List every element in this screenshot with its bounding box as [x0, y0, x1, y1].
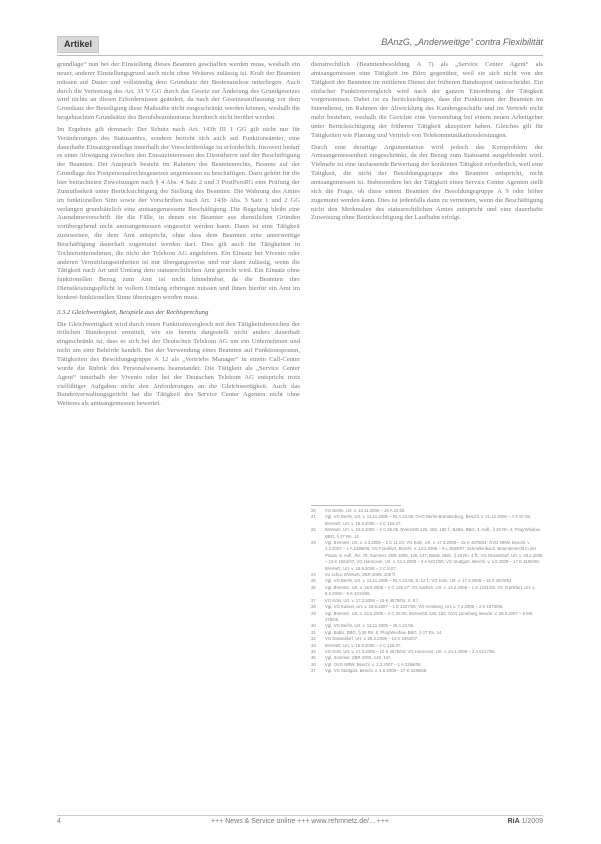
footnote: 37 Vgl. VG Stuttgart, Beschl. v. 4.9.2008 – 17 K 3196/08. — [311, 668, 428, 674]
paragraph: grundlage“ nun bei der Einstellung dieses Beamten geschaffen werden muss, weshalb ein neuer, anderer Einstellungsgrund auch nicht ohne Weiteres zulässig ist. Kraft der Beamten müssen auf Dauer und vollständig dem Grundsatz der Bestenauslese unterliegen. Auch durch die Vertretung des Art. 33 V GG durch das Gesetz zur Änderung des Grundgesetzes wird nichts an diesen Erfordernissen geändert, da nach der Gesetzesauffassung vor dem Grundsatz der Beteiligung diese Maßstäbe nicht eingeschränkt werden können, weshalb die hergebrachten Grundsätze des Berufsbeamtentums hierdurch nicht berührt werden. — [57, 61, 300, 122]
footnote: 32 VG Düsseldorf, Urt. v. 28.2.2008 – 13 K 1564/07. — [311, 636, 419, 642]
footnote: 21 Vgl. VG Berlin, Urt. v. 13.11.2006 – 26 A 23.05; OVG Berlin-Brandenburg, Beschl. v. 21.12.2006 – 4 S 97.06; BVerwG, Urt. v. 18.9.2008 – 2 C 126.07. — [311, 514, 532, 526]
page-number: 4 — [57, 818, 61, 825]
footnote: 36 Vgl. OVG NRW, Beschl. v. 2.2.2007 – 1 A 2286/06. — [311, 661, 422, 667]
paragraph: Im Ergebnis gilt demnach: Der Schutz nach Art. 143b III 1 GG gilt nicht nur für Veränderungen des Statusamtes, sondern bezieht sich auch auf Funktionsämter, eine dauerhafte Einsatzgrundlage innerhalb der Vorschriftenlage ist erforderlich. Insoweit bedarf es einer Abwägung zwischen den Einsatzinteressen des Dienstherrn und der Beschäftigung der Beamten. Der Anspruch besteht im Rahmen des Beamtenrechts, Beamte auf der Grundlage des Postpersonalrechtsgesetzes angemessen zu beschäftigen. Dazu gehört für die hier betrachteten Zuweisungen nach § 4 Abs. 4 Satz 2 und 3 PostPersRG eine Prüfung der Zumutbarkeit unter Berücksichtigung der Stellung des Beamten. Die Wahrung des Amtes im funktionellen Sinn sowie der Vorschriften nach Art. 143b Abs. 3 Satz 1 und 2 GG verlangen grundsätzlich eine amtsangemessene Beschäftigung. Die Regelung bleibt eine Ausnahmevorschrift für die Fälle, in denen ein Beamter aus dienstlichen Gründen vorübergehend nicht amtsangemessen eingesetzt werden kann. Dann ist eine Tätigkeit zuzuweisen, die dem Amt entspricht, ohne dass dem Beamten eine unterwertige Beschäftigung dauerhaft zugemutet werden darf. Dies gilt auch für Tätigkeiten in Tochterunternehmen, die nicht der Telekom AG angehören. Ein Einsatz bei Vivento oder anderen Vermittlungseinheiten ist nur übergangsweise und nur dann zulässig, wenn die Tätigkeit nach Art und Umfang dem statusrechtlichen Amt gerecht wird. Ein Einsatz ohne funktionellen Bezug zum Amt ist nicht hinnehmbar, da die Beamten ihre Dienstleistungspflicht in vollem Umfang erbringen müssen und ihnen hierfür ein Amt im konkret-funktionellen Sinne übertragen werden muss. — [57, 125, 300, 301]
section-subheading: 3.3.2 Gleichwertigkeit, Beispiele aus der Rechtsprechung — [57, 308, 209, 316]
footnote: 22 BVerwG, Urt. v. 22.6.2006 – 2 C 26.05, BVerwGE 126, 182, 186 f.; Battis, BBG, 4. Aufl., § 26 Rn. 4; Plog/Wiedow, BBG, § 27 Rn. 14. — [311, 527, 541, 539]
page-header — [57, 36, 543, 53]
running-title: BAnzG, „Anderweitige“ contra Flexibilität — [381, 37, 543, 47]
page-footer — [57, 818, 543, 830]
footnote: 34 VG Köln, Urt. v. 17.3.2006 – 15 K 4578/04; VG Hannover, Urt. v. 24.4.2008 – 2 A 6217/06. — [311, 648, 496, 654]
footnote: 31 Vgl. Battis, BBG, § 26 Rn. 5; Plog/Wiedow, BBG, § 27 Rn. 14. — [311, 629, 443, 635]
paragraph: dienstrechtlich (Beamtenbesoldung A 7) als „Service Center Agent“ als amtsangemessen eine Tätigkeit im Büro gegenüber, weil sie sich nicht von der Tätigkeit der Beamten im mittleren Dienst der früheren Bundespost unterscheidet. Ein einfacher Funktionsvergleich wird nach der ganzen Einordnung der Tätigkeit vorgenommen. Dabei ist zu berücksichtigen, dass die Funktionen der Beamten im Innendienst, im Rahmen der Abwicklung des Kundengeschäfts und im Vertrieb nicht mehr bestehen, weshalb die Gerichte eine Verwendung bei einem neuen Arbeitgeber unter Berücksichtigung der früheren Tätigkeit akzeptiert haben. Gleiches gilt für Tätigkeiten wie Planung und Vertrieb von Telekommunikationsleistungen. — [311, 61, 543, 139]
footnote: 27 VG Köln, Urt. v. 17.3.2006 – 15 K 4578/04, S. 8 f. — [311, 597, 419, 603]
footnote: 29 Vgl. BVerwG, Urt. v. 22.6.2006 – 2 C 26.05, BVerwGE 126, 182; OVG Lüneburg, Beschl. v. 28.3.2007 – 5 ME 278/06. — [311, 610, 533, 622]
left-column — [57, 61, 300, 796]
footnote: 24 So schon BVerwG, ZBR 2005, 205 ff. — [311, 572, 396, 578]
right-column — [311, 61, 543, 503]
footer-tagline: +++ News & Service online +++ www.rehmnetz.de/... +++ — [210, 818, 389, 825]
footnote: 35 Vgl. Summer, ZBR 2006, 145, 147. — [311, 655, 392, 661]
footer-divider — [57, 815, 543, 816]
footnote-divider — [311, 505, 401, 506]
section-label: Artikel — [57, 36, 99, 53]
footnote: 28 Vgl. VG Kassel, Urt. v. 19.6.2007 – 1 E 2227/05; VG Arnsberg, Urt. v. 7.2.2008 – 2 K 1873/06. — [311, 604, 504, 610]
paragraph: Die Gleichwertigkeit wird durch einen Funktionsvergleich mit den Tätigkeitsbereichen der örtlichen Bundespost ermittelt, wie sie bereits dargestellt nicht anders dauerhaft eingeschränkt ist, dass es sich bei der Deutschen Telekom AG um ein Unternehmen und nicht um eine Behörde handelt. Bei der Verwendung eines Beamten auf Funktionsposten, Tätigkeiten des Besoldungsgruppe A 12 als „Vertriebs Manager“ in einem Call-Center wurde die Rubrik des Personalwesens beanstandet. Die Tätigkeit als „Service Center Agent“ innerhalb der Vivento oder bei der Deutschen Telekom AG entspricht trotz vielfältiger Aufgaben nicht den Anforderungen an die Gleichwertigkeit. Auch das Bundesverwaltungsgericht hat die Tätigkeit des Service Center Agenten nicht ohne Weiteres als amtsangemessen bewertet. — [57, 320, 300, 408]
footnote: 30 Vgl. VG Berlin, Urt. v. 13.11.2006 – 26 A 23.05. — [311, 623, 415, 629]
header-divider — [57, 55, 543, 56]
footnote: 20 VG Berlin, Urt. v. 13.11.2006 – 26 A 23.05. — [311, 508, 406, 513]
footnote: 33 BVerwG, Urt. v. 18.9.2008 – 2 C 126.07. — [311, 642, 402, 648]
footnotes — [311, 508, 543, 800]
footnote: 25 Vgl. VG Berlin, Urt. v. 13.11.2006 – 26 A 23.05, S. 12 f.; VG Köln, Urt. v. 17.3.2006 – 15 K 4578/04. — [311, 578, 513, 584]
footnote: 23 Vgl. BVerwG, Urt. v. 3.3.2005 – 2 C 11.04; VG Köln, Urt. v. 17.3.2006 – 15 K 4578/04; OVG NRW, Beschl. v. 2.2.2007 – 1 A 2286/06; VG Frankfurt, Beschl. v. 13.2.2008 – 9 L 3849/07; Schnellenbach, Beamtenrecht in der Praxis, 6. Aufl., Rn. 76; Summer, ZBR 2006, 145, 147; Battis, BBG, § 26 Rn. 4 ff.; VG Düsseldorf, Urt. v. 28.2.2008 – 13 K 1564/07; VG Hannover, Urt. v. 24.4.2008 – 2 A 6217/06; VG Stuttgart, Beschl. v. 4.9.2008 – 17 K 3196/08; BVerwG, Urt. v. 18.9.2008 – 2 C 8.07. — [311, 540, 543, 571]
paragraph: Durch eine derartige Argumentation wird jedoch das Kernproblem der Amtsangemessenheit eingeschränkt, da der Bezug zum Statusamt ausgeblendet wird. Vielmehr ist eine umfassende Bewertung der konkreten Tätigkeit erforderlich, weil eine Tätigkeit, die nicht der Besoldungsgruppe des Beamten entspricht, nicht amtsangemessen ist. Insbesondere bei der Tätigkeit eines Service Center Agenten stellt sich die Frage, ob diese einem Beamten der Besoldungsgruppe A 9 oder höher zugemutet werden kann. Dies ist jedenfalls dann zu verneinen, wenn die Beschäftigung nicht den Merkmalen des statusrechtlichen Amtes entspricht und eine dauerhafte Zuweisung ohne Berücksichtigung der Laufbahn erfolgt. — [311, 143, 543, 222]
issue-info: RiA 1/2009 — [507, 818, 543, 825]
footnote: 26 Vgl. BVerwG, Urt. v. 18.9.2008 – 2 C 126.07; VG Aachen, Urt. v. 14.2.2008 – 1 K 1231/06; VG Frankfurt, Urt. v. 5.5.2008 – 9 E 4216/06. — [311, 584, 536, 597]
